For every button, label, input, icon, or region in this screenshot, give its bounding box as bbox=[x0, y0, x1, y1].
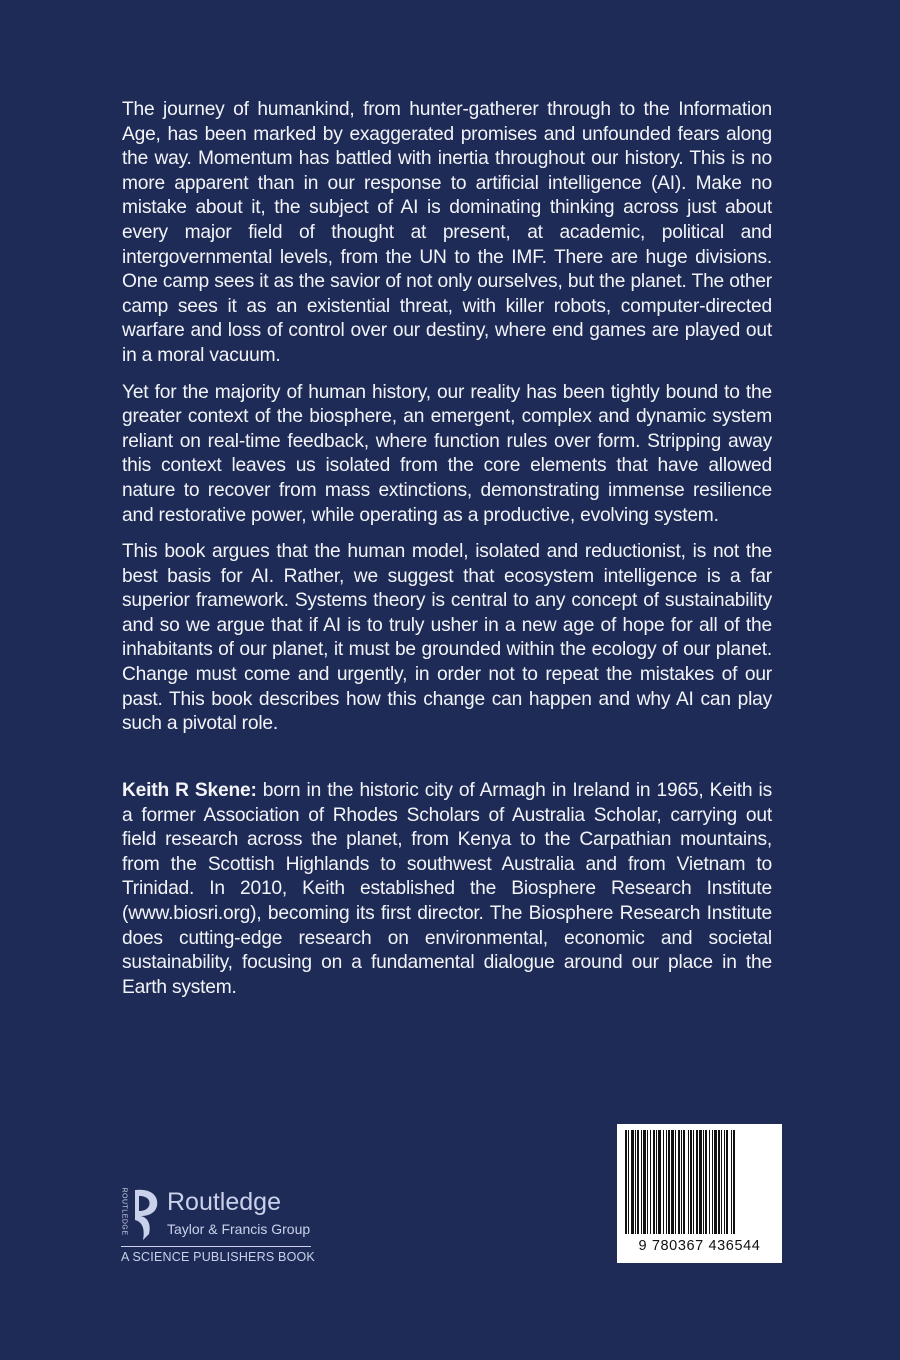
barcode-bar bbox=[721, 1130, 722, 1234]
barcode-bar bbox=[658, 1130, 661, 1234]
barcode-bar bbox=[726, 1130, 728, 1234]
author-bio-text: born in the historic city of Armagh in Ireland in 1965, Keith is a former Association of Rhodes Scholars of Australia Scholar, carrying out field research across the planet, from Kenya to the Carpathian mountains, from the Scottish Highlands to southwest Australia and from Vietnam to Trinidad. In 2010, Keith established the Biosphere Research Institute (www.biosri.org), becoming its first director. The Biosphere Research Institute does cutting-edge research on environmental, economic and societal sustainability, focusing on a fundamental dialogue around our place in the Earth system. bbox=[122, 780, 773, 998]
barcode-bar bbox=[650, 1130, 651, 1234]
barcode-bar bbox=[671, 1130, 674, 1234]
barcode-bars bbox=[623, 1130, 776, 1236]
barcode-bar bbox=[653, 1130, 655, 1234]
publisher-name: Routledge bbox=[167, 1188, 281, 1216]
barcode-bar bbox=[699, 1130, 702, 1234]
publisher-logo bbox=[121, 1186, 361, 1268]
blurb-paragraph-2: Yet for the majority of human history, our reality has been tightly bound to the greater context of the biosphere, an emergent, complex and dynamic system reliant on real-time feedback, where function rules over form. Stripping away this context leaves us isolated from the core elements that have allowed nature to recover from mass extinctions, demonstrating immense resilience and restorative power, while operating as a productive, evolving system. bbox=[122, 381, 772, 526]
barcode-bar bbox=[688, 1130, 689, 1234]
barcode-bar bbox=[718, 1130, 720, 1234]
author-bio bbox=[122, 779, 772, 1000]
barcode-bar bbox=[637, 1130, 639, 1234]
barcode-bar bbox=[643, 1130, 646, 1234]
barcode-bar bbox=[668, 1130, 670, 1234]
barcode-bar bbox=[625, 1130, 627, 1234]
barcode-bar bbox=[635, 1130, 636, 1234]
barcode-bar bbox=[733, 1130, 735, 1234]
barcode-bar bbox=[628, 1130, 629, 1234]
blurb-paragraph-1: The journey of humankind, from hunter-gatherer through to the Information Age, has been marked by exaggerated promises and unfounded fears along the way. Momentum has battled with inertia throughout our history. This is no more apparent than in our response to artificial intelligence (AI). Make no mistake about it, the subject of AI is dominating thinking across just about every major field of thought at present, at academic, political and intergovernmental levels, from the UN to the IMF. There are huge divisions. One camp sees it as the savior of not only ourselves, but the planet. The other camp sees it as an existential threat, with killer robots, computer-directed warfare and loss of control over our destiny, where end games are played out in a moral vacuum. bbox=[122, 99, 772, 366]
book-blurb bbox=[122, 98, 772, 749]
author-name: Keith R Skene: bbox=[122, 780, 257, 801]
barcode-bar bbox=[696, 1130, 698, 1234]
barcode-bar bbox=[656, 1130, 657, 1234]
publisher-side-text: ROUTLEDGE bbox=[120, 1187, 128, 1236]
barcode-bar bbox=[683, 1130, 685, 1234]
barcode-bar bbox=[681, 1130, 682, 1234]
barcode-bar bbox=[703, 1130, 704, 1234]
barcode-bar bbox=[675, 1130, 676, 1234]
barcode-bar bbox=[693, 1130, 694, 1234]
barcode-bar bbox=[647, 1130, 648, 1234]
barcode-bar bbox=[731, 1130, 732, 1234]
publisher-divider bbox=[121, 1246, 311, 1247]
barcode-bar bbox=[712, 1130, 713, 1234]
barcode-bar bbox=[714, 1130, 717, 1234]
publisher-imprint: A SCIENCE PUBLISHERS BOOK bbox=[121, 1250, 315, 1264]
publisher-group: Taylor & Francis Group bbox=[167, 1221, 311, 1237]
isbn-barcode bbox=[617, 1124, 782, 1263]
barcode-bar bbox=[641, 1130, 642, 1234]
barcode-bar bbox=[678, 1130, 680, 1234]
barcode-bar bbox=[709, 1130, 710, 1234]
isbn-number: 9 780367 436544 bbox=[638, 1238, 761, 1254]
barcode-bar bbox=[724, 1130, 725, 1234]
barcode-bar bbox=[663, 1130, 664, 1234]
barcode-bar bbox=[705, 1130, 707, 1234]
barcode-bar bbox=[631, 1130, 634, 1234]
barcode-bar bbox=[666, 1130, 667, 1234]
barcode-bar bbox=[690, 1130, 692, 1234]
routledge-r-logo-icon bbox=[121, 1186, 161, 1242]
blurb-paragraph-3: This book argues that the human model, isolated and reductionist, is not the best basis for AI. Rather, we suggest that ecosystem intelligence is a far superior framework. Systems theory is central to any concept of sustainability and so we argue that if AI is to truly usher in a new age of hope for all of the inhabitants of our planet, it must be grounded within the ecology of our planet. Change must come and urgently, in order not to repeat the mistakes of our past. This book describes how this change can happen and why AI can play such a pivotal role. bbox=[122, 541, 772, 735]
